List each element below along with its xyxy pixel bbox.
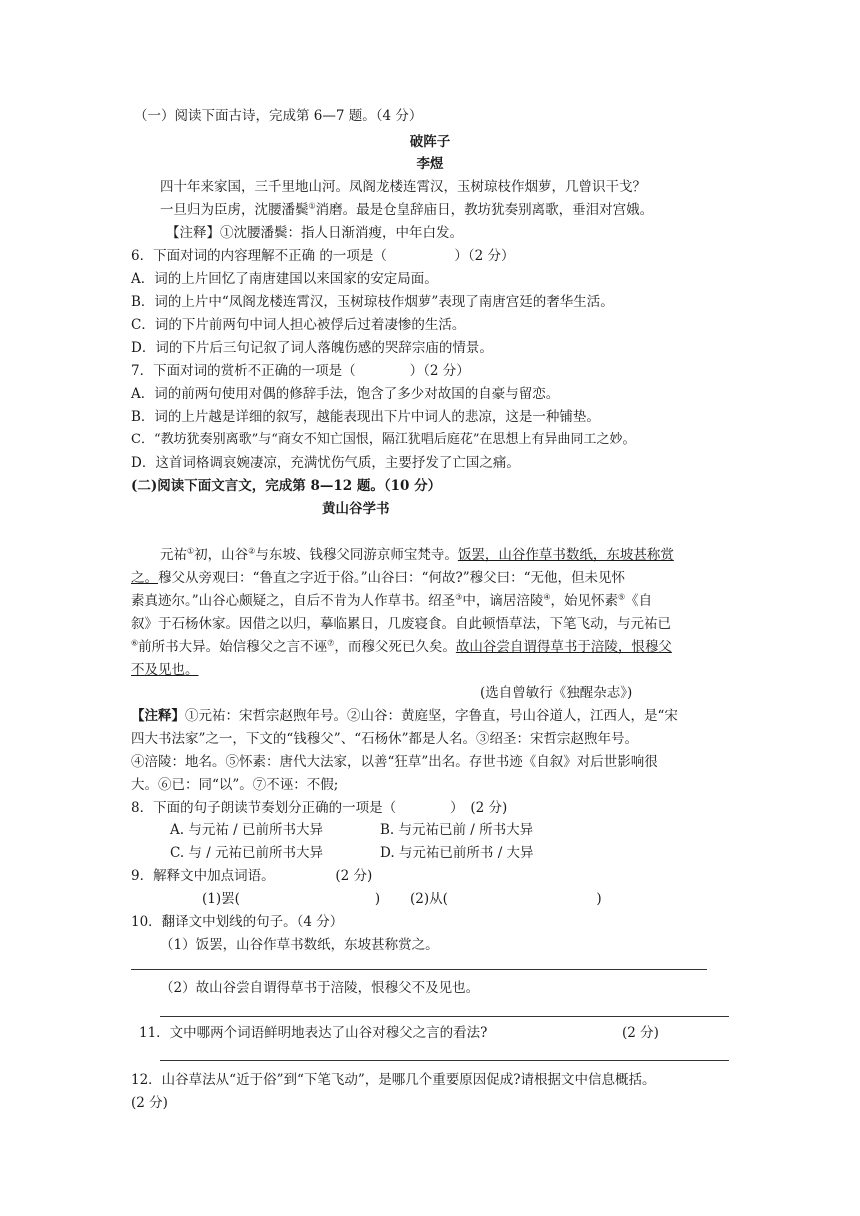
q6-option-d: D．词的下片后三句记叙了词人落魄伤感的哭辞宗庙的情景。 bbox=[131, 340, 493, 356]
q10-sentence-1: （1）饭罢，山谷作草书数纸，东坡甚称赏之。 bbox=[160, 937, 439, 953]
question-11: 11．文中哪两个词语鲜明地表达了山谷对穆父之言的看法? bbox=[139, 1025, 488, 1041]
question-9: 9．解释文中加点词语。 (2 分) bbox=[131, 868, 373, 884]
question-6: 6．下面对词的内容理解不正确 的一项是（ ）（2 分） bbox=[131, 248, 515, 264]
question-12: 12．山谷草法从“近于俗”到“下笔飞动”，是哪几个重要原因促成?请根据文中信息概括。 bbox=[131, 1072, 656, 1088]
footnote-marker: ① bbox=[308, 201, 316, 211]
prose-notes: 【注释】①元祐：宋哲宗赵煦年号。②山谷：黄庭坚，字鲁直，号山谷道人，江西人，是“宋 bbox=[131, 708, 678, 724]
question-10: 10．翻译文中划线的句子。（4 分） bbox=[131, 914, 344, 930]
answer-line[interactable] bbox=[160, 1016, 729, 1017]
underlined-sentence: 之。 bbox=[131, 570, 158, 586]
q9-blank-2[interactable]: (2)从( ) bbox=[410, 891, 602, 907]
question-8: 8．下面的句子朗读节奏划分正确的一项是（ ） (2 分) bbox=[131, 800, 508, 816]
q7-option-d: D．这首词格调哀婉凄凉，充满忧伤气质，主要抒发了亡国之痛。 bbox=[131, 455, 520, 471]
q6-option-a: A．词的上片回忆了南唐建国以来国家的安定局面。 bbox=[131, 271, 438, 287]
poem-line: 一旦归为臣虏，沈腰潘鬓①消磨。最是仓皇辞庙日，教坊犹奏别离歌，垂泪对宫娥。 bbox=[160, 201, 654, 218]
q7-option-a: A．词的前两句使用对偶的修辞手法，饱含了多少对故国的自豪与留恋。 bbox=[131, 386, 560, 402]
prose-source: (选自曾敏行《独醒杂志》) bbox=[480, 685, 633, 701]
q6-option-c: C．词的下片前两句中词人担心被俘后过着凄惨的生活。 bbox=[131, 317, 466, 333]
prose-title: 黄山谷学书 bbox=[322, 501, 390, 517]
prose-notes: ④涪陵：地名。⑤怀素：唐代大法家，以善“狂草”出名。存世书迹《自叙》对后世影响很 bbox=[131, 754, 658, 770]
answer-line[interactable] bbox=[160, 1060, 729, 1061]
poem-title: 破阵子 bbox=[409, 134, 451, 150]
q8-option-a: A. 与元祐 / 已前所书大异 bbox=[170, 822, 323, 838]
q8-option-c: C. 与 / 元祐已前所书大异 bbox=[170, 845, 324, 861]
underlined-sentence: 不及见也。 bbox=[131, 662, 199, 678]
prose-notes: 四大书法家”之一，下文的“钱穆父”、“石杨休”都是人名。③绍圣：宋哲宗赵煦年号。 bbox=[131, 731, 639, 747]
section-heading-prose: (二)阅读下面文言文，完成第 8—12 题。（10 分） bbox=[131, 478, 442, 494]
poem-author: 李煜 bbox=[416, 156, 444, 172]
question-7: 7．下面对词的赏析不正确的一项是（ ）（2 分） bbox=[131, 363, 470, 379]
prose-line: 元祐①初，山谷②与东坡、钱穆父同游京师宝梵寺。饭罢，山谷作草书数纸，东坡甚称赏 bbox=[160, 546, 674, 563]
prose-line: 之。穆父从旁观曰：“鲁直之字近于俗。”山谷曰：“何故?”穆父曰：“无他，但未见怀 bbox=[131, 570, 625, 586]
q8-option-d: D. 与元祐已前所书 / 大异 bbox=[380, 845, 534, 861]
prose-line bbox=[131, 660, 199, 680]
q9-blank-1[interactable]: (1)罢( ) bbox=[202, 891, 381, 907]
underlined-sentence: 饭罢，山谷作草书数纸，东坡甚称赏 bbox=[457, 547, 674, 563]
q7-option-c: C．“教坊犹奏别离歌”与“商女不知亡国恨，隔江犹唱后庭花”在思想上有异曲同工之妙。 bbox=[131, 432, 636, 447]
poem-note: 【注释】①沈腰潘鬓：指人日渐消瘦，中年白发。 bbox=[166, 225, 463, 241]
poem-line: 四十年来家国，三千里地山河。凤阁龙楼连霄汉，玉树琼枝作烟萝，几曾识干戈？ bbox=[160, 179, 646, 195]
q7-option-b: B．词的上片越是详细的叙写，越能表现出下片中词人的悲凉，这是一种铺垫。 bbox=[131, 409, 600, 425]
q8-option-b: B. 与元祐已前 / 所书大异 bbox=[380, 822, 534, 838]
answer-line[interactable] bbox=[131, 969, 707, 970]
question-12-score: (2 分) bbox=[131, 1095, 168, 1111]
prose-line: 素真迹尔。”山谷心颇疑之，自后不肯为人作草书。绍圣③中，谪居涪陵④，始见怀素⑤《自 bbox=[131, 592, 653, 609]
prose-notes: 大。⑥已：同“以”。⑦不诬：不假; bbox=[131, 777, 339, 793]
prose-line: ⑥前所书大异。始信穆父之言不诬⑦，而穆父死已久矣。故山谷尝自谓得草书于涪陵，恨穆父 bbox=[131, 638, 672, 655]
q6-option-b: B．词的上片中“凤阁龙楼连霄汉，玉树琼枝作烟萝”表现了南唐宫廷的奢华生活。 bbox=[131, 294, 614, 310]
prose-line: 叙》于石杨休家。因借之以归，摹临累日，几废寝食。自此顿悟草法，下笔飞动，与元祐已 bbox=[131, 616, 671, 632]
underlined-sentence: 故山谷尝自谓得草书于涪陵，恨穆父 bbox=[455, 639, 672, 655]
section-heading-poem: （一）阅读下面古诗，完成第 6—7 题。（4 分） bbox=[134, 108, 423, 124]
q10-sentence-2: （2）故山谷尝自谓得草书于涪陵，恨穆父不及见也。 bbox=[160, 980, 480, 996]
question-11-score: (2 分) bbox=[622, 1025, 659, 1041]
